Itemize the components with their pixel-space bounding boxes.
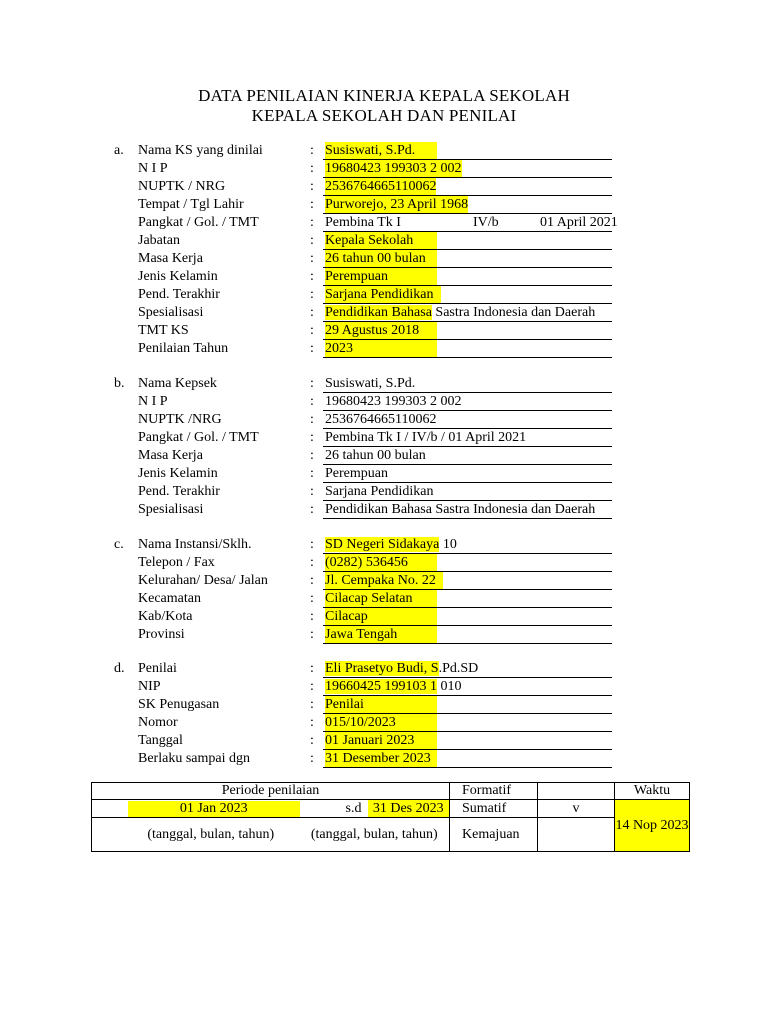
field-label: Spesialisasi bbox=[138, 502, 204, 517]
start-date-cell bbox=[92, 800, 300, 818]
colon: : bbox=[310, 733, 314, 748]
colon: : bbox=[310, 715, 314, 730]
colon: : bbox=[310, 143, 314, 158]
field-value: 2023 bbox=[325, 340, 437, 358]
highlighted-part: SD Negeri Sidakaya bbox=[325, 537, 440, 552]
form-row bbox=[0, 678, 768, 696]
colon: : bbox=[310, 448, 314, 463]
field-label: Masa Kerja bbox=[138, 448, 203, 463]
form-row bbox=[0, 483, 768, 501]
form-row bbox=[0, 411, 768, 429]
field-label: TMT KS bbox=[138, 323, 189, 338]
form-row bbox=[0, 232, 768, 250]
underline bbox=[323, 518, 612, 519]
form-row bbox=[0, 447, 768, 465]
note-right: (tanggal, bulan, tahun) bbox=[300, 818, 450, 852]
field-label: Kelurahan/ Desa/ Jalan bbox=[138, 573, 268, 588]
colon: : bbox=[310, 751, 314, 766]
form-row bbox=[0, 608, 768, 626]
form-row bbox=[0, 340, 768, 358]
colon: : bbox=[310, 412, 314, 427]
field-value: Pendidikan Bahasa Sastra Indonesia dan Daerah bbox=[325, 502, 596, 517]
field-value: Purworejo, 23 April 1968 bbox=[325, 197, 469, 212]
form-row bbox=[0, 501, 768, 519]
colon: : bbox=[310, 215, 314, 230]
note-left: (tanggal, bulan, tahun) bbox=[92, 818, 300, 852]
highlighted-part: Pendidikan Bahasa bbox=[325, 305, 432, 320]
field-label: NUPTK /NRG bbox=[138, 412, 222, 427]
field-label: N I P bbox=[138, 161, 168, 176]
field-label: Berlaku sampai dgn bbox=[138, 751, 250, 766]
form-row bbox=[0, 304, 768, 322]
underline bbox=[323, 357, 612, 358]
field-label: Kab/Kota bbox=[138, 609, 193, 624]
table-row bbox=[92, 800, 690, 818]
field-label: Pangkat / Gol. / TMT bbox=[138, 215, 259, 230]
field-label: Tempat / Tgl Lahir bbox=[138, 197, 244, 212]
colon: : bbox=[310, 233, 314, 248]
table-row bbox=[92, 783, 690, 800]
field-value: Perempuan bbox=[325, 466, 388, 481]
field-value: Cilacap Selatan bbox=[325, 590, 437, 608]
colon: : bbox=[310, 197, 314, 212]
field-label: Jenis Kelamin bbox=[138, 269, 218, 284]
section-letter: a. bbox=[114, 143, 124, 158]
field-value: 01 Januari 2023 bbox=[325, 732, 437, 750]
field-label: NIP bbox=[138, 679, 161, 694]
field-label: Masa Kerja bbox=[138, 251, 203, 266]
colon: : bbox=[310, 484, 314, 499]
colon: : bbox=[310, 394, 314, 409]
colon: : bbox=[310, 323, 314, 338]
sd-label: s.d bbox=[300, 800, 368, 818]
end-date: 31 Des 2023 bbox=[368, 800, 450, 818]
colon: : bbox=[310, 161, 314, 176]
highlighted-part: 19660425 199103 1 bbox=[325, 679, 437, 694]
form-row bbox=[0, 536, 768, 554]
form-row bbox=[0, 465, 768, 483]
field-label: Nomor bbox=[138, 715, 178, 730]
colon: : bbox=[310, 305, 314, 320]
form-row bbox=[0, 322, 768, 340]
plain-part: .Pd.SD bbox=[438, 661, 479, 676]
colon: : bbox=[310, 376, 314, 391]
field-label: Kecamatan bbox=[138, 591, 201, 606]
field-value: Susiswati, S.Pd. bbox=[325, 376, 416, 391]
field-value: Jawa Tengah bbox=[325, 626, 437, 644]
field-label: Penilai bbox=[138, 661, 177, 676]
period-table bbox=[91, 782, 690, 852]
field-label: Telepon / Fax bbox=[138, 555, 215, 570]
sumatif-check: v bbox=[538, 800, 615, 818]
form-row bbox=[0, 626, 768, 644]
start-date: 01 Jan 2023 bbox=[128, 801, 300, 817]
field-value: 2536764665110062 bbox=[325, 412, 437, 427]
field-value: 26 tahun 00 bulan bbox=[325, 250, 437, 268]
field-value bbox=[325, 678, 462, 696]
form-row bbox=[0, 375, 768, 393]
form-row bbox=[0, 590, 768, 608]
form-row bbox=[0, 142, 768, 160]
form-row bbox=[0, 286, 768, 304]
page-title: DATA PENILAIAN KINERJA KEPALA SEKOLAH bbox=[198, 86, 570, 105]
field-label: Spesialisasi bbox=[138, 305, 204, 320]
form-row bbox=[0, 268, 768, 286]
form-row bbox=[0, 660, 768, 678]
colon: : bbox=[310, 627, 314, 642]
plain-part: Sastra Indonesia dan Daerah bbox=[431, 305, 596, 320]
waktu-header: Waktu bbox=[615, 783, 690, 800]
field-value: (0282) 536456 bbox=[325, 554, 437, 572]
underline bbox=[323, 767, 612, 768]
plain-part: 10 bbox=[439, 537, 457, 552]
colon: : bbox=[310, 341, 314, 356]
field-value: Kepala Sekolah bbox=[325, 232, 437, 250]
formatif-check-cell bbox=[538, 783, 615, 800]
form-row bbox=[0, 554, 768, 572]
field-value: 26 tahun 00 bulan bbox=[325, 448, 426, 463]
form-row bbox=[0, 250, 768, 268]
field-label: Pend. Terakhir bbox=[138, 287, 220, 302]
colon: : bbox=[310, 502, 314, 517]
colon: : bbox=[310, 661, 314, 676]
highlighted-part: Eli Prasetyo Budi, S bbox=[325, 661, 439, 676]
field-value: 29 Agustus 2018 bbox=[325, 322, 437, 340]
field-label: Penilaian Tahun bbox=[138, 341, 229, 356]
sumatif-cell: Sumatif bbox=[450, 800, 538, 818]
field-label: Pangkat / Gol. / TMT bbox=[138, 430, 259, 445]
field-value: Sarjana Pendidikan bbox=[325, 286, 441, 304]
field-value: 2536764665110062 bbox=[325, 179, 437, 194]
form-row bbox=[0, 572, 768, 590]
form-row bbox=[0, 196, 768, 214]
form-row bbox=[0, 750, 768, 768]
colon: : bbox=[310, 466, 314, 481]
field-value-gol: IV/b bbox=[473, 215, 499, 230]
field-label: Tanggal bbox=[138, 733, 183, 748]
field-value: Cilacap bbox=[325, 608, 437, 626]
field-value: 19680423 199303 2 002 bbox=[325, 161, 462, 176]
form-row bbox=[0, 714, 768, 732]
field-label: Nama Instansi/Sklh. bbox=[138, 537, 252, 552]
underline bbox=[323, 643, 612, 644]
field-value: 19680423 199303 2 002 bbox=[325, 394, 462, 409]
periode-header: Periode penilaian bbox=[92, 783, 450, 800]
field-value: Sarjana Pendidikan bbox=[325, 484, 434, 499]
waktu-value: 14 Nop 2023 bbox=[615, 800, 690, 852]
colon: : bbox=[310, 179, 314, 194]
colon: : bbox=[310, 269, 314, 284]
field-label: Pend. Terakhir bbox=[138, 484, 220, 499]
field-label: N I P bbox=[138, 394, 168, 409]
field-label: Jenis Kelamin bbox=[138, 466, 218, 481]
plain-part: 010 bbox=[437, 679, 462, 694]
colon: : bbox=[310, 609, 314, 624]
form-row bbox=[0, 160, 768, 178]
section-letter: b. bbox=[114, 376, 125, 391]
field-label: Nama KS yang dinilai bbox=[138, 143, 263, 158]
colon: : bbox=[310, 679, 314, 694]
field-value: Perempuan bbox=[325, 268, 437, 286]
page-subtitle: KEPALA SEKOLAH DAN PENILAI bbox=[251, 106, 517, 125]
field-value: Susiswati, S.Pd. bbox=[325, 142, 437, 160]
kemajuan-cell: Kemajuan bbox=[450, 818, 538, 852]
field-value bbox=[325, 660, 478, 678]
field-label: SK Penugasan bbox=[138, 697, 220, 712]
field-label: Nama Kepsek bbox=[138, 376, 217, 391]
form-row bbox=[0, 178, 768, 196]
colon: : bbox=[310, 430, 314, 445]
colon: : bbox=[310, 287, 314, 302]
form-row bbox=[0, 732, 768, 750]
field-value: 015/10/2023 bbox=[325, 714, 437, 732]
field-label: Jabatan bbox=[138, 233, 180, 248]
field-label: NUPTK / NRG bbox=[138, 179, 226, 194]
form-row bbox=[0, 696, 768, 714]
colon: : bbox=[310, 697, 314, 712]
section-letter: d. bbox=[114, 661, 125, 676]
field-label: Provinsi bbox=[138, 627, 185, 642]
field-value: Jl. Cempaka No. 22 bbox=[325, 572, 443, 590]
colon: : bbox=[310, 555, 314, 570]
field-value bbox=[325, 304, 595, 322]
form-row bbox=[0, 393, 768, 411]
colon: : bbox=[310, 537, 314, 552]
formatif-cell: Formatif bbox=[450, 783, 538, 800]
colon: : bbox=[310, 251, 314, 266]
colon: : bbox=[310, 591, 314, 606]
form-row bbox=[0, 429, 768, 447]
table-row bbox=[92, 818, 690, 852]
field-value: Pembina Tk I / IV/b / 01 April 2021 bbox=[325, 430, 527, 445]
field-value: Penilai bbox=[325, 696, 437, 714]
kemajuan-check-cell bbox=[538, 818, 615, 852]
field-value: 31 Desember 2023 bbox=[325, 750, 437, 768]
field-value bbox=[325, 536, 457, 554]
form-row bbox=[0, 214, 768, 232]
field-value: Pembina Tk I bbox=[325, 215, 401, 230]
field-value-tmt: 01 April 2021 bbox=[540, 215, 618, 230]
section-letter: c. bbox=[114, 537, 124, 552]
colon: : bbox=[310, 573, 314, 588]
